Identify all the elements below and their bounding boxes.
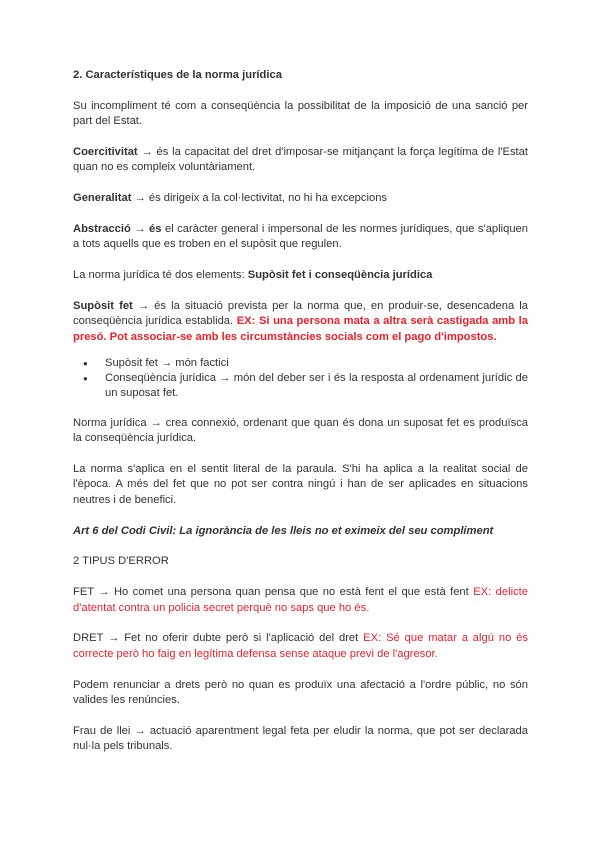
paragraph-suposit — [73, 299, 528, 345]
paragraph-coercitivitat — [73, 145, 528, 176]
text-abstraccio: el caràcter general i impersonal de les normes jurídiques, que s'apliquen a tots aquells que es troben en el supòsit que regulen. — [73, 223, 529, 251]
list-item: ● Conseqüència jurídica → món del deber ser i és la resposta al ordenament jurídic de un suposat fet. — [105, 371, 528, 402]
term-abstraccio: Abstracció → és — [73, 223, 162, 235]
text-fet: FET → Ho comet una persona quan pensa que no està fent el que està fent — [73, 586, 474, 599]
paragraph-dret — [73, 631, 528, 662]
text-generalitat: → és dirigeix a la col·lectivitat, no hi ha excepcions — [131, 192, 388, 205]
subheading-tipus-error: 2 TIPUS D'ERROR — [73, 555, 169, 568]
section-heading: 2. Característiques de la norma jurídica — [73, 69, 282, 81]
example-fet: EX: delicte d'atentat contra un policia secret perquè no saps que ho és. — [73, 586, 528, 614]
paragraph-frau: Frau de llei → actuació aparentment legal feta per eludir la norma, que pot ser declarada nul·la pels tribunals. — [73, 724, 528, 753]
text-dret: DRET → Fet no oferir dubte però si l'aplicació del dret — [73, 632, 364, 645]
term-coercitivitat: Coercitivitat — [73, 146, 138, 158]
article-codi-civil: Art 6 del Codi Civil: La ignorància de les lleis no et eximeix del seu compliment — [73, 524, 494, 537]
bullet-list — [73, 356, 528, 402]
paragraph-aplicacio: La norma s'aplica en el sentit literal de la paraula. S'hi ha aplica a la realitat social de l'època. A més del fet que no pot ser contra ningú i han de ser aplicades en situacions neutres i de benefici. — [73, 463, 528, 506]
paragraph-fet — [73, 585, 528, 616]
text-coercitivitat: → és la capacitat del dret d'imposar-se mitjançant la força legítima de l'Estat quan no es compleix voluntàriament. — [73, 146, 528, 174]
document-page — [73, 58, 528, 770]
term-suposit: Supòsit fet — [73, 300, 133, 312]
list-item: ● Supòsit fet → món factici — [105, 356, 528, 371]
text-suposit: → és la situació prevista per la norma que, en produir-se, desencadena la conseqüència jurídica establida. — [73, 300, 528, 328]
paragraph-renunciar: Podem renunciar a drets però no quan es produïx una afectació a l'ordre públic, no són valides les renúncies. — [73, 678, 528, 707]
paragraph-norma-juridica: Norma jurídica → crea connexió, ordenant que quan és dona un suposat fet es produïsca la conseqüència jurídica. — [73, 416, 528, 445]
paragraph-generalitat — [73, 191, 528, 206]
paragraph-incompliment: Su incompliment té com a conseqüència la possibilitat de la imposició de una sanció per part del Estat. — [73, 99, 528, 128]
text-elements: La norma jurídica té dos elements: — [73, 269, 248, 282]
term-generalitat: Generalitat — [73, 192, 132, 205]
bold-elements: Supòsit fet i conseqüència jurídica — [247, 269, 433, 282]
example-dret: EX: Sé que matar a algú no és correcte però ho faig en legítima defensa sense ataque previ de l'agresor. — [73, 632, 528, 660]
example-suposit: EX: Si una persona mata a altra serà castigada amb la presó. Pot associar-se amb les circumstàncies socials com el pago d'impostos. — [73, 315, 528, 343]
paragraph-elements — [73, 268, 528, 283]
paragraph-abstraccio — [73, 222, 528, 253]
